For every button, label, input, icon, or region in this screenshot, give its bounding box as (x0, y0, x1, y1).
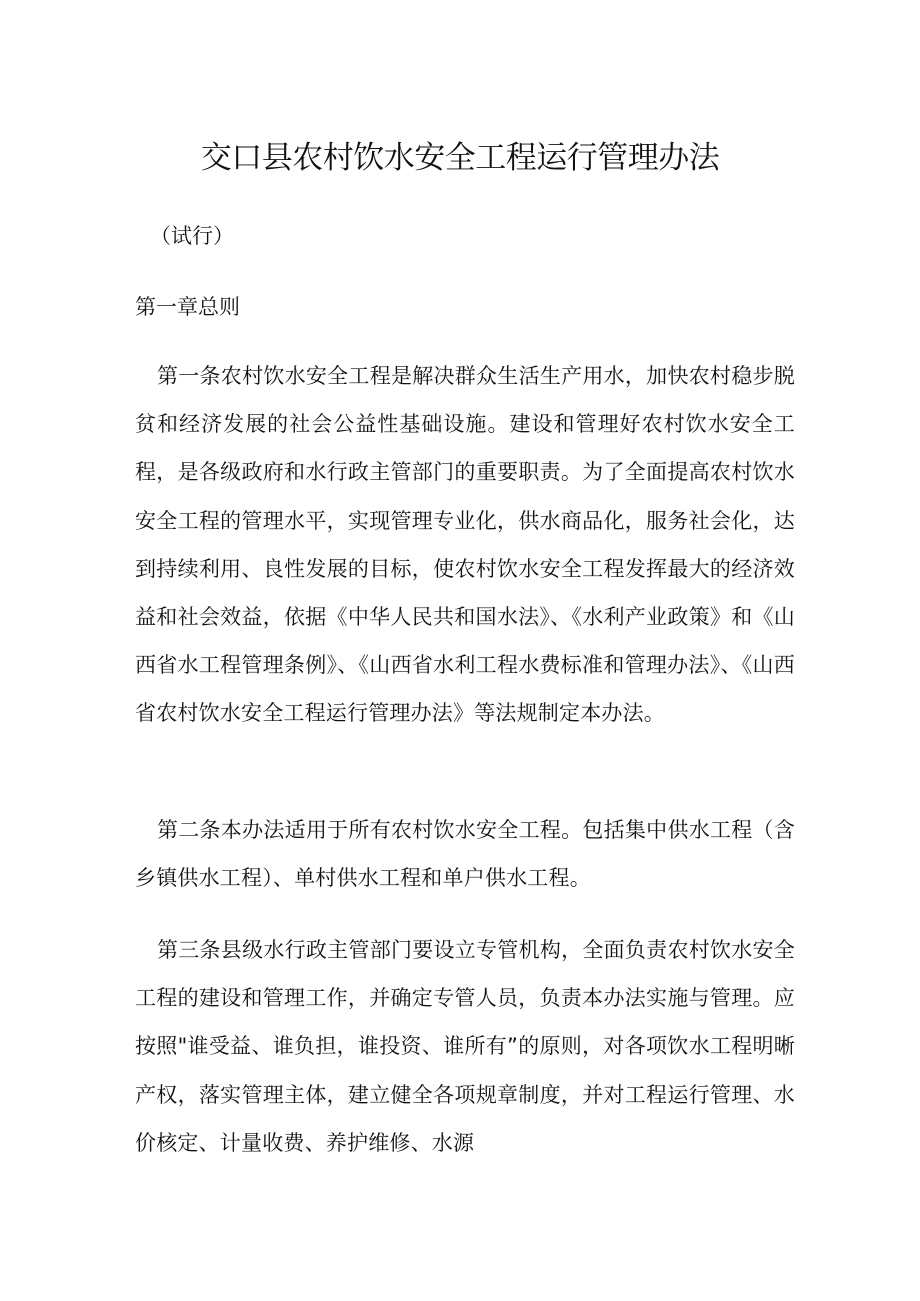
article-2: 第二条本办法适用于所有农村饮水安全工程。包括集中供水工程（含乡镇供水工程）、单村供水工程和单户供水工程。 (135, 818, 795, 891)
chapter-heading: 第一章总则 (135, 295, 240, 319)
article-1: 第一条农村饮水安全工程是解决群众生活生产用水，加快农村稳步脱贫和经济发展的社会公益性基础设施。建设和管理好农村饮水安全工程，是各级政府和水行政主管部门的重要职责。为了全面提高农村饮水安全工程的管理水平，实现管理专业化，供水商品化，服务社会化，达到持续利用、良性发展的目标，使农村饮水安全工程发挥最大的经济效益和社会效益，依据《中华人民共和国水法》、《水利产业政策》和《山西省水工程管理条例》、《山西省水利工程水费标准和管理办法》、《山西省农村饮水安全工程运行管理办法》等法规制定本办法。 (135, 364, 795, 726)
document-subtitle: （试行） (150, 224, 234, 248)
article-3: 第三条县级水行政主管部门要设立专管机构，全面负责农村饮水安全工程的建设和管理工作，并确定专管人员，负责本办法实施与管理。应按照"谁受益、谁负担，谁投资、谁所有”的原则，对各项饮水工程明晰产权，落实管理主体，建立健全各项规章制度，并对工程运行管理、水价核定、计量收费、养护维修、水源 (135, 938, 795, 1155)
document-title: 交口县农村饮水安全工程运行管理办法 (200, 140, 720, 176)
